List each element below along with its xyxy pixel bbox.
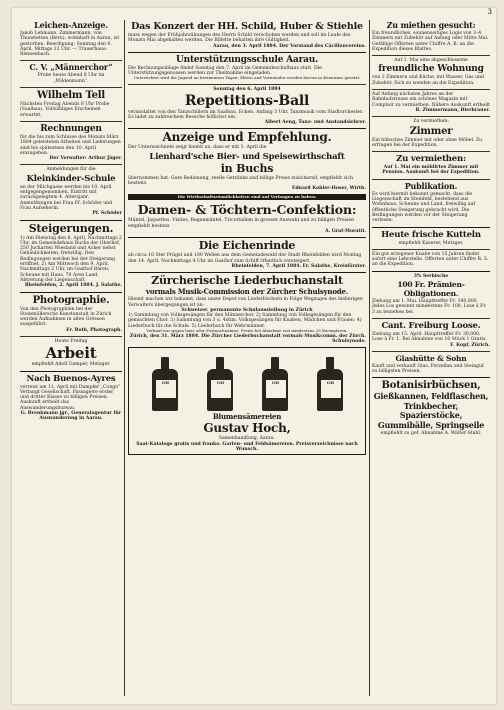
ad-kutteln [372, 230, 490, 246]
ad-signature: empfiehlt zu gef. Abnahme A. Wälter-Stahl. [380, 431, 482, 437]
ad-signature: Rheinfelden, 7. April 1884. Fr. Salathe, Kreisförster. [231, 263, 366, 269]
divider [20, 60, 122, 61]
ad-body: Die Rechnungsablage findet Sonntag den 7. April im Gemeindeschulhaus statt. Die Unterstützungsgenossen werden zur Theilnahme eingeladen. [128, 65, 322, 77]
ad-body: Auf Anfang nächsten Jahres an der Bahnhofstrasse ein schönes Magazin mit Comptoir zu vermiethen. Nähere Auskunft ertheilt [372, 92, 490, 108]
divider [372, 271, 490, 272]
ad-title: Rechnungen [40, 123, 102, 134]
ad-subtitle: vormals Musik-Commission der Zürcher Schulsynode. [146, 287, 348, 297]
ad-body: Auf 1. Mai ein möblirtes Zimmer mit Pension. Auskunft bei der Expedition. [382, 165, 480, 176]
ad-title: C. V. „Männerchor“ [29, 62, 113, 73]
divider [372, 116, 490, 117]
ad-eichenrinde [128, 240, 366, 269]
column-left [20, 20, 122, 698]
ad-title: Das Konzert der HH. Schild, Huber & Stiehle [131, 21, 363, 32]
ad-headline: Lienhard'sche Bier- und Speisewirthschaft [149, 151, 345, 162]
ad-depot: Schweizer. permanente Schulausstellung in Zürich [181, 307, 313, 313]
ad-unterstuetzungsschule [128, 55, 366, 81]
ad-leichen [20, 21, 122, 57]
seed-bottle-icon [152, 357, 178, 411]
ad-photographie [20, 295, 122, 333]
ad-signature: Rheinfelden, 2. April 1884. J. Salathe. [24, 283, 122, 289]
ad-body: Ein hübsches Zimmer mit oder ohne Möbel. Zu erfragen bei der Expedition. [372, 137, 483, 148]
ad-list: 1) Sammlung von Volksgesängen für den Männerchor. 2) Sammlung von Volksgesängen für den gemischten Chor. 3) Sammlung von 3 u. 4stim. Volksgesängen für Knaben, Mädchen und Frauen. 4) Liederbuch für die Schule. 5) Liederbuch für Wehrmänner. [128, 313, 362, 329]
ad-title: Kleinkinder-Schule [26, 173, 116, 184]
ad-lead: Auf 1. Mai eine abgeschlossene [394, 58, 468, 64]
column-middle [128, 20, 366, 698]
ad-note: Verkauf nur gegen baar oder Postnachnahme. Preise bei Abnahme von mindestens 25 Exemplaren. [146, 328, 348, 334]
divider [20, 121, 122, 122]
ad-lead: Sonntag den 6. April 1884 [213, 87, 281, 93]
divider [20, 220, 122, 221]
seed-bottle-icon [262, 357, 288, 411]
ad-zimmer [372, 119, 490, 148]
ad-title: Wilhelm Tell [36, 90, 105, 102]
ad-title: Zu miethen gesucht: [386, 20, 476, 30]
ad-signature: Pf. Schöder [92, 211, 122, 217]
ad-list: Gießkannen, Feldflaschen, Trinkbecher, Spazierstöcke, Gummibälle, Springseile [373, 391, 489, 430]
ad-title: Zürcherische Liederbuchanstalt [151, 274, 343, 288]
ad-kleinkinder [20, 167, 122, 216]
ad-title: Steigerungen. [28, 221, 114, 235]
divider [128, 84, 366, 85]
ad-zu-vermiethen [372, 154, 490, 176]
ad-title: Anzeige und Empfehlung. [162, 130, 332, 145]
ad-repetitions-ball [128, 87, 366, 125]
ad-zu-miethen [372, 21, 490, 52]
ad-title: Zu vermiethen: [396, 154, 466, 165]
ad-title: Nach Buenos-Ayres [26, 373, 116, 384]
ad-body: 1) Am Dienstag den 8. April, Nachmittags 2 Uhr, im Gemeindehaus Buchs der Oberhof, 250 Jucharten Wiesland und Acker nebst Gebäulichkeiten, freiwillig. Den Bedingungen werden bei der Steigerung eröffnet. 2) Am Mittwoch den 9. April, Nachmittags 2 Uhr, im Gasthof Bären, Scheune mit Haus, 70 Aren Land, Abtretung der Liegenschaft. [20, 235, 122, 283]
ad-publikation [372, 182, 490, 224]
divider [20, 336, 122, 337]
divider [128, 237, 366, 238]
ad-body: Nächsten Freitag Abends 8 Uhr Probe (Saalbau). Vollzähliges Erscheinen erwartet. [20, 102, 110, 118]
ad-signature: Eduard Kohler-Hoser, Wirth. [291, 186, 366, 192]
divider [372, 249, 490, 250]
ad-signature: A. Graf-Moratti. [325, 229, 366, 235]
divider [128, 272, 366, 273]
ad-lehrstelle [372, 252, 490, 268]
ad-title: Photographie. [32, 294, 110, 306]
ad-wilhelm-tell [20, 90, 122, 118]
ad-body: verreist am 11. April mit Dampfer „Congo“ Verlangt Gesellschaft. Passagiere erster und dritter Klasse zu billigen Preisen. Auskunft ertheilt das Auswanderungsbureau. [20, 384, 121, 411]
seed-bottle-icon [317, 357, 343, 411]
ad-wohnung [372, 58, 490, 86]
column-rule [369, 20, 370, 696]
ad-place: in Buchs [220, 161, 274, 175]
ad-body: Kauft und verkauft Glas, Porzellan und Steingut zu billigsten Preisen. [372, 363, 484, 375]
divider [372, 351, 490, 352]
ad-liederbuchanstalt [128, 275, 366, 344]
ad-botanisirbuechsen [372, 380, 490, 436]
divider [372, 179, 490, 180]
ad-maennerchor [20, 63, 122, 84]
ad-signature: F. Kopf, Zürich. [450, 342, 490, 348]
ad-lead: Blumensämereien [212, 412, 282, 422]
bottle-label: GH [265, 379, 287, 399]
ad-lead: 3% Serbische [413, 273, 449, 279]
ad-title: Leichen-Anzeige. [34, 20, 108, 30]
ad-body: Der Unterzeichnete zeigt hiemit an, dass er mit 1. April die [128, 145, 267, 151]
ad-body: veranstaltet von den Tanzschülern im Saalbau, Ecken. Anfang 3 Uhr. Tanzmusik vom Stadtorchester. Es ladet zu zahlreichem Besuche höflichst ein. [128, 109, 364, 120]
ad-gustav-hoch [128, 347, 366, 455]
bottle-label: GH [155, 379, 177, 399]
ad-rechnungen [20, 124, 122, 161]
ad-lead: Zu vermiethen: [413, 119, 449, 125]
ad-title: Unterstützungsschule Aarau. [175, 54, 319, 65]
ad-title: Die Eichenrinde [198, 239, 296, 253]
divider [128, 52, 366, 53]
ad-anzeige-empfehlung [128, 131, 366, 200]
ad-body: Jakob Lehmann, Zimmermann, von Thunstetten (Bern), wohnhaft in Aarau, ist gestorben. Beerdigung: Sonntag den 6. April, Mittags 12 Uhr. — Trauerhaus: Rennenbach. [20, 31, 120, 58]
bottle-illustration [137, 353, 357, 411]
ad-title: Publikation. [404, 180, 458, 191]
seed-bottle-icon [207, 357, 233, 411]
ad-title: Damen- & Töchtern-Confektion: [137, 202, 357, 218]
page-number: 3 [487, 8, 492, 16]
ad-body: an der Milchgasse werden bis 10. April entgegengenommen. Eintritt mit zurückgelegtem 4. Altersjahr. Anmeldungen bei Frau Pf. Schöder und Frau Aufseherin. [20, 184, 113, 211]
ad-body: für die bis zum Schlusse des Monats März 1884 geleisteten Arbeiten und Lieferungen sind bis spätestens den 10. April einzugeben. [20, 134, 121, 156]
ad-lead: Anmeldungen für die [46, 167, 96, 173]
ad-title: freundliche Wohnung [378, 64, 484, 75]
ad-title: Zimmer [409, 125, 453, 137]
ad-serbische-lose [372, 274, 490, 315]
divider [372, 227, 490, 228]
divider [372, 377, 490, 378]
ad-intro: Hiemit machen wir bekannt, dass unser Depot von Liederbüchern in Folge Wegzuges des bisherigen Verwalters übergegangen ist an: [128, 297, 363, 308]
ad-body: Saat-Kataloge gratis und franko. Garten- und Feldsämereien. Preisverzeichnisse nach Wunsch. [136, 441, 358, 452]
divider [128, 128, 366, 129]
ad-body: empfiehlt Adolf Gamper, Metzger. [31, 362, 111, 368]
divider [20, 164, 122, 165]
ad-signature: Albert Aeng, Tanz- und Anstandslehrer. [264, 120, 366, 126]
ad-title: Heute frische Kutteln [381, 229, 481, 240]
ad-note: Unterrichtet wird die Jugend an bestimmten Tagen; Eltern und Vormünder werden hievon in Kenntniss gesetzt. [133, 75, 361, 81]
ad-body: ab circa 10 Ster Prügel und 100 Wellen aus dem Gemeindewald der Stadt Rheinfelden wird Montag den 14. April, Nachmittags 4 Uhr im Gasthof zum Schiff öffentlich versteigert. [128, 253, 362, 264]
ad-magazin [372, 92, 490, 113]
ad-title: Arbeit [45, 344, 97, 363]
ad-title: Cant. Freiburg Loose. [381, 320, 481, 331]
ad-signature: Der Verwalter: Arthur Jäger. [49, 156, 122, 162]
ad-signature: G. Brenkmann jgr., Generalagentur für Auswanderung in Aarau. [20, 411, 122, 422]
bottle-label: GH [320, 379, 342, 399]
ad-text: übernommen hat. Gute Bedienung, reelle Getränke und billige Preise zusichernd, empfiehlt sich bestens. [128, 175, 353, 187]
ad-body: Ziehung am 15. April. Haupttreffer Fr. 30,000. Lose à Fr. 1. Bei Abnahme von 10 Stück 1 Gratis. [372, 331, 487, 343]
column-rule [124, 20, 125, 696]
ad-signature: Aarau, den 3. April 1884. Der Vorstand des Cäcilienvereins. [212, 43, 366, 49]
ad-body: Ein gut erzogener Knabe von 15 Jahren findet sofort eine Lehrstelle. Offerten unter Chiffre R. S. an die Expedition. [372, 251, 489, 268]
ad-title: 100 Fr. Prämien-Obligationen. [397, 280, 465, 299]
ad-title: Botanisirbüchsen, [381, 380, 481, 392]
ad-buenos-ayres [20, 374, 122, 422]
ad-konzert [128, 21, 366, 49]
ad-body: Es wird hiermit bekannt gemacht, dass die Liegenschaft im Steinfeld, bestehend aus Wohnhaus, Scheune und Land, freiwillig auf öffentliche Steigerung gebracht wird. Die Bedingungen werden vor der Steigerung verlesen. [372, 191, 476, 224]
ad-body: Ziehung am 1. Mai. Haupttreffer Fr. 100,000. Jedes Los gewinnt mindestens Fr. 100. Lose à Fr. 3 zu beziehen bei [372, 299, 487, 315]
column-right [372, 20, 490, 698]
divider [20, 292, 122, 293]
ad-title: Glashütte & Sohn [395, 353, 467, 363]
ad-signature: R. Zimmermann, Bierbrauer. [415, 107, 490, 113]
ad-subtitle: Samenhandlung, Aarau. [218, 436, 276, 442]
ad-body: Mäntel, Jaquettes, Visites, Regenmäntel, Tricottaillen in grosser Auswahl und zu billigen Preisen empfiehlt bestens [128, 218, 355, 229]
ad-banner: Die Wirthschaftsräumlichkeiten sind auf Verlangen zu haben. [128, 194, 366, 201]
divider [372, 55, 490, 56]
ad-arbeit [20, 339, 122, 368]
ad-body: von 3 Zimmern und Küche, mit Wasser, Gas und Zubehör. Sich zu wenden an die Expedition. [372, 75, 484, 86]
ad-title: Gustav Hoch, [203, 421, 291, 436]
ad-signature: Fr. Roth, Photograph. [66, 327, 122, 333]
divider [20, 87, 122, 88]
divider [372, 151, 490, 152]
divider [372, 89, 490, 90]
newspaper-page [12, 8, 496, 704]
ad-title: Repetitions-Ball [184, 92, 310, 109]
ad-body: muss wegen der Frühjahrsübungen des Herrn Schild verschoben werden und soll im Laufe des Monats Mai abgehalten werden. Die Billette behalten ihre Gültigkeit. [128, 33, 351, 44]
ad-freiburg-loose [372, 321, 490, 348]
divider [372, 318, 490, 319]
ad-lead: Heute Freitag [54, 338, 88, 344]
ad-body: Ein freundliches, sonnenseitiges Logis von 3–4 Zimmern mit Zubehör auf Anfang oder Mitte Mai. Gefällige Offerten unter Chiffre A. B. an die Expedition dieses Blattes. [372, 31, 489, 52]
divider [20, 371, 122, 372]
ad-glashuette [372, 354, 490, 375]
ad-signature: Zürich, den 31. März 1884. Die Zürcher Liederbuchanstalt vormals Musikcomm. der Zürch. Schulsynode. [129, 333, 366, 345]
bottle-label: GH [210, 379, 232, 399]
ad-steigerungen [20, 223, 122, 289]
ad-body: Probe heute Abend 8 Uhr im „Wildenmann“. [37, 73, 105, 84]
ad-confektion [128, 203, 366, 234]
ad-body: empfiehlt Kaserer, Metzger. [398, 240, 464, 246]
ad-body: Von den Photographien bei der Steinmüllersche Kunstanstalt in Zürich werden Aufnahmen in allen Grössen ausgeführt. [20, 306, 112, 328]
